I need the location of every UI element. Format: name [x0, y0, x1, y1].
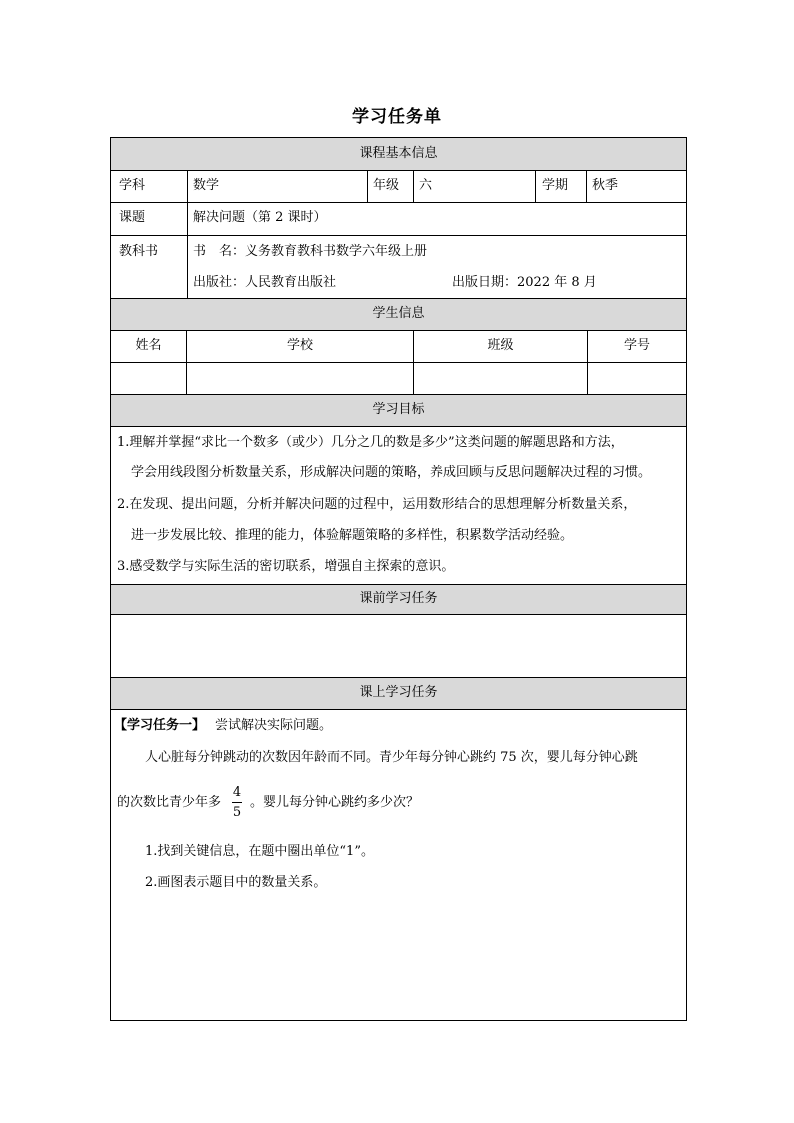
- student-header-school: 学校: [286, 338, 313, 353]
- subject-value: 数学: [193, 178, 220, 193]
- problem-line-2a: 的次数比青少年多: [117, 795, 222, 810]
- grade-value: 六: [419, 178, 433, 193]
- grade-label: 年级: [373, 178, 400, 193]
- subject-label: 学科: [119, 178, 146, 193]
- objective-line: 学会用线段图分析数量关系，形成解决问题的策略，养成回顾与反思问题解决过程的习惯。: [131, 465, 652, 480]
- problem-line-1: 人心脏每分钟跳动的次数因年龄而不同。青少年每分钟心跳约 75 次，婴儿每分钟心跳: [145, 750, 638, 765]
- in-class-header: 课上学习任务: [359, 685, 438, 700]
- term-value: 秋季: [592, 178, 619, 193]
- pre-class-header: 课前学习任务: [359, 591, 438, 606]
- course-info-header: 课程基本信息: [359, 146, 438, 161]
- task-heading-bracket: 【学习任务一】: [114, 718, 206, 733]
- objectives-header: 学习目标: [372, 402, 425, 417]
- page-title: 学习任务单: [352, 107, 442, 127]
- topic-label: 课题: [119, 210, 146, 225]
- term-label: 学期: [542, 178, 569, 193]
- student-info-header: 学生信息: [372, 306, 425, 321]
- objective-line: 2.在发现、提出问题，分析并解决问题的过程中，运用数形结合的思想理解分析数量关系，: [117, 497, 637, 512]
- topic-value: 解决问题（第 2 课时）: [193, 210, 327, 225]
- task-step-2: 2.画图表示题目中的数量关系。: [145, 875, 327, 890]
- objective-line: 3.感受数学与实际生活的密切联系，增强自主探索的意识。: [117, 559, 455, 574]
- fraction-bar: [232, 802, 242, 803]
- student-header-id: 学号: [623, 338, 650, 353]
- objective-line: 进一步发展比较、推理的能力，体验解题策略的多样性，积累数学活动经验。: [131, 528, 574, 543]
- textbook-publisher: 出版社：人民教育出版社: [193, 275, 337, 290]
- fraction-denominator: 5: [232, 805, 242, 820]
- problem-line-2b: 。婴儿每分钟心跳约多少次？: [250, 795, 420, 810]
- task-heading-text: 尝试解决实际问题。: [215, 718, 333, 733]
- textbook-name: 书 名：义务教育教科书数学六年级上册: [193, 244, 428, 259]
- student-header-name: 姓名: [135, 338, 162, 353]
- objective-line: 1.理解并掌握“求比一个数多（或少）几分之几的数是多少”这类问题的解题思路和方法，: [117, 435, 624, 450]
- textbook-pub-date: 出版日期：2022 年 8 月: [452, 275, 597, 290]
- textbook-label: 教科书: [119, 244, 159, 259]
- task-step-1: 1.找到关键信息，在题中圈出单位“1”。: [145, 844, 374, 859]
- student-header-class: 班级: [487, 338, 514, 353]
- fraction-numerator: 4: [232, 785, 242, 800]
